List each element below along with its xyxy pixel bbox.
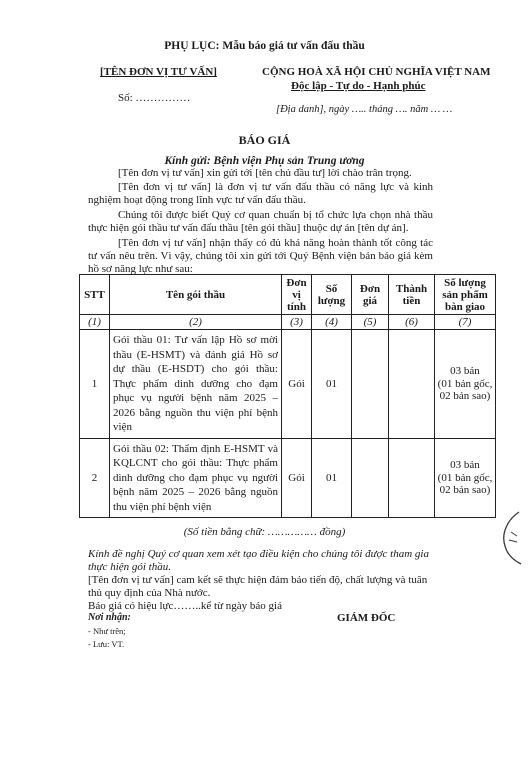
paragraph-greeting: [Tên đơn vị tư vấn] xin gửi tới [tên chủ đầu tư] lời chào trân trọng. — [118, 167, 412, 179]
row-unit-price — [352, 330, 389, 439]
row-stt: 1 — [80, 330, 110, 439]
column-number: (6) — [389, 315, 435, 330]
amount-in-words: (Số tiền bằng chữ: …………… đồng) — [183, 526, 346, 538]
column-number: (1) — [80, 315, 110, 330]
header-deliverables: Số lượng sản phẩm bàn giao — [435, 275, 496, 315]
row-quantity: 01 — [312, 330, 352, 439]
edge-stamp-mark — [497, 510, 523, 566]
header-unit-price: Đơn giá — [352, 275, 389, 315]
column-number-row — [80, 315, 496, 330]
row-unit-price — [352, 438, 389, 518]
header-quantity: Số lượng — [312, 275, 352, 315]
column-number: (7) — [435, 315, 496, 330]
header-total: Thành tiền — [389, 275, 435, 315]
recipient-line: Kính gửi: Bệnh viện Phụ sản Trung ương — [164, 155, 365, 167]
row-total — [389, 330, 435, 439]
org-name-text: [TÊN ĐƠN VỊ TƯ VẤN] — [100, 66, 217, 78]
table-row — [80, 330, 496, 439]
deliverables-detail: (01 bản gốc, 02 bản sao) — [437, 377, 493, 402]
appendix-title: PHỤ LỤC: Mẫu báo giá tư vấn đấu thầu — [164, 40, 365, 52]
column-number: (4) — [312, 315, 352, 330]
row-package-name: Gói thầu 02: Thẩm định E-HSMT và KQLCNT cho gói thầu: Thực phẩm dinh dưỡng cho đạm phục vụ người bệnh năm 2025 – 2026 bằng nguồn thu viện phí bệnh viện — [110, 438, 282, 518]
row-package-name: Gói thầu 01: Tư vấn lập Hồ sơ mời thầu (E-HSMT) và đánh giá Hồ sơ dự thầu (E-HSDT) cho gói thầu: Thực phẩm dinh dưỡng cho đạm phục vụ người bệnh năm 2025 – 2026 bằng nguồn thu viện phí bệnh viện — [110, 330, 282, 439]
closing-request: Kính đề nghị Quý cơ quan xem xét tạo điều kiện cho chúng tôi được tham gia thực hiện gói thầu. — [88, 548, 429, 573]
place-date: [Địa danh], ngày ….. tháng …. năm … … — [276, 104, 453, 115]
recipients-label: Nơi nhận: — [88, 612, 131, 623]
paragraph-awareness: Chúng tôi được biết Quý cơ quan chuẩn bị tổ chức lựa chọn nhà thầu thực hiện gói thầu tư vấn đấu thầu [tên gói thầu] thuộc dự án [tên dự án]. — [88, 209, 433, 234]
document-title: BÁO GIÁ — [238, 133, 291, 147]
deliverables-detail: (01 bản gốc, 02 bản sao) — [437, 471, 493, 496]
row-total — [389, 438, 435, 518]
recipient-item: - Như trên; — [88, 626, 126, 636]
document-number: Số: …………… — [118, 92, 191, 104]
row-deliverables — [435, 438, 496, 518]
recipient-item: - Lưu: VT. — [88, 639, 125, 649]
org-name — [100, 66, 217, 78]
row-quantity: 01 — [312, 438, 352, 518]
header-unit: Đơn vị tính — [282, 275, 312, 315]
paragraph-offer: [Tên đơn vị tư vấn] nhận thấy có đủ khả năng hoàn thành tốt công tác tư vấn nêu trên. Vì vậy, chúng tôi xin gửi tới Quý Bệnh viện bản báo giá kèm hồ sơ năng lực như sau: — [88, 237, 433, 275]
paragraph-capability: [Tên đơn vị tư vấn] là đơn vị tư vấn đấu thầu có năng lực và kinh nghiệm hoạt động trong lĩnh vực tư vấn đấu thầu. — [88, 181, 433, 206]
table-row — [80, 438, 496, 518]
signer-title: GIÁM ĐỐC — [337, 612, 396, 624]
column-number: (3) — [282, 315, 312, 330]
closing-validity: Báo giá có hiệu lực……..kể từ ngày báo giá — [88, 600, 282, 612]
row-deliverables — [435, 330, 496, 439]
quotation-table — [79, 274, 496, 518]
table-header-row — [80, 275, 496, 315]
national-motto: Độc lập - Tự do - Hạnh phúc — [291, 80, 426, 92]
header-package-name: Tên gói thầu — [110, 275, 282, 315]
column-number: (5) — [352, 315, 389, 330]
deliverables-count: 03 bản — [450, 365, 480, 377]
column-number: (2) — [110, 315, 282, 330]
header-stt: STT — [80, 275, 110, 315]
closing-commitment: [Tên đơn vị tư vấn] cam kết sẽ thực hiện đảm bảo tiến độ, chất lượng và tuân thủ quy định của Nhà nước. — [88, 574, 428, 599]
row-stt: 2 — [80, 438, 110, 518]
deliverables-count: 03 bản — [450, 459, 480, 471]
national-title: CỘNG HOÀ XÃ HỘI CHỦ NGHĨA VIỆT NAM — [262, 66, 491, 78]
row-unit: Gói — [282, 330, 312, 439]
row-unit: Gói — [282, 438, 312, 518]
